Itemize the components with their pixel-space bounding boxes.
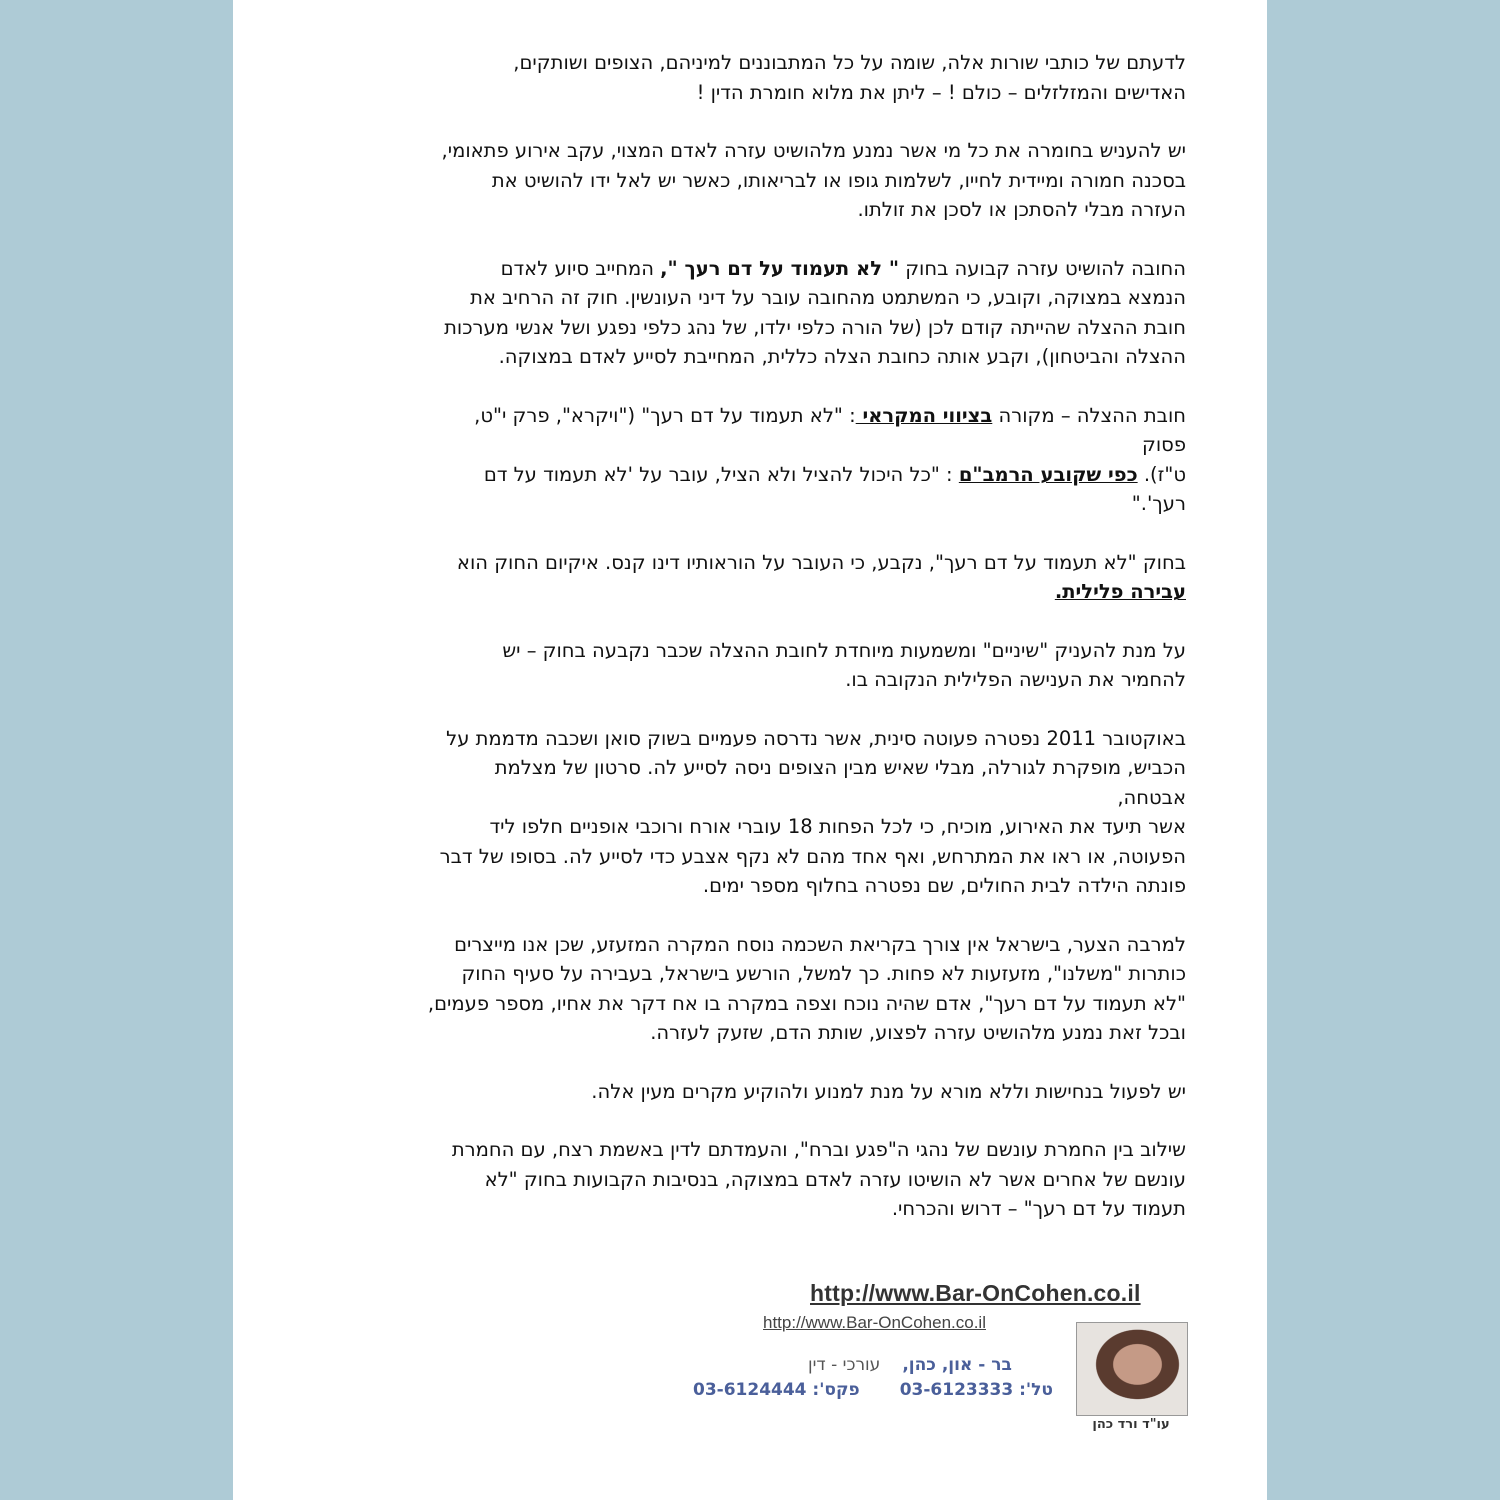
website-link-large[interactable]: http://www.Bar-OnCohen.co.il [810,1280,1141,1306]
law-name: " לא תעמוד על דם רעך ", [660,256,899,280]
paragraph-2: יש להעניש בחומרה את כל מי אשר נמנע מלהושיט עזרה לאדם המצוי, עקב אירוע פתאומי, בסכנה חמורה ומיידית לחייו, לשלמות גופו או לבריאותו, כאשר יש לאל ידו להושיט את העזרה מבלי להסתכן או לסכן את זולתו. [441,139,1186,221]
photo-caption: עו"ד ורד כהן [1092,1417,1170,1432]
paragraph-5: בחוק "לא תעמוד על דם רעך", נקבע, כי העובר על הוראותיו דינו קנס. איקיום החוק הוא עבירה פלילית. [456,550,1186,603]
lawyer-photo [1076,1322,1188,1416]
website-link-small[interactable]: http://www.Bar-OnCohen.co.il [763,1313,986,1332]
firm-name-line [808,1355,1012,1375]
paragraph-10: שילוב בין החמרת עונשם של נהגי ה"פגע וברח", והעמדתם לדין באשמת רצח, עם החמרת עונשם של אחרים אשר לא הושיטו עזרה לאדם במצוקה, בנסיבות הקבועות בחוק "לא תעמוד על דם רעך" – דרוש והכרחי. [451,1138,1186,1220]
paragraph-3: החובה להושיט עזרה קבועה בחוק " לא תעמוד על דם רעך ", המחייב סיוע לאדם הנמצא במצוקה, וקובע, כי המשתמט מהחובה עובר על דיני העונשין. חוק זה הרחיב את חובת ההצלה שהייתה קודם לכן (של הורה כלפי ילדו, של נהג כלפי נפגע ושל אנשי מערכות ההצלה והביטחון), וקבע אותה כחובת הצלה כללית, המחייבת לסייע לאדם במצוקה. [444,256,1186,368]
article-body [333,48,1186,1224]
firm-role: עורכי - דין [808,1355,881,1375]
paragraph-7: באוקטובר 2011 נפטרה פעוטה סינית, אשר נדרסה פעמיים בשוק סואן ושכבה מדממת על הכביש, מופקרת לגורלה, מבלי שאיש מבין הצופים ניסה לסייע לה. סרטון של מצלמת אבטחה, אשר תיעד את האירוע, מוכיח, כי לכל הפחות 18 עוברי אורח ורוכבי אופניים חלפו ליד הפעוטה, או ראו את המתרחש, ואף אחד מהם לא נקף אצבע כדי לסייע לה. בסופו של דבר פונתה הילדה לבית החולים, שם נפטרה בחלוף מספר ימים. [439,726,1186,897]
document-page [233,0,1267,1500]
rambam-source: כפי שקובע הרמב"ם [958,462,1138,486]
paragraph-1: לדעתם של כותבי שורות אלה, שומה על כל המתבוננים למיניהם, הצופים ושותקים, האדישים והמזלזלים – כולם ! – ליתן את מלוא חומרת הדין ! [513,51,1186,104]
paragraph-4: חובת ההצלה – מקורה בציווי המקראי : "לא תעמוד על דם רעך" ("ויקרא", פרק י"ט, פסוק ט"ז). כפי שקובע הרמב"ם : "כל היכול להציל ולא הציל, עובר על 'לא תעמוד על דם רעך'." [474,403,1186,515]
fax-number: פקס': 03-6124444 [693,1380,860,1400]
firm-name: בר - און, כהן, [902,1355,1012,1375]
biblical-source: בציווי המקראי [855,403,993,427]
paragraph-6: על מנת להעניק "שיניים" ומשמעות מיוחדת לחובת ההצלה שכבר נקבעה בחוק – יש להחמיר את הענישה הפלילית הנקובה בו. [502,638,1186,691]
phone-number: טל': 03-6123333 [899,1380,1053,1400]
paragraph-8: למרבה הצער, בישראל אין צורך בקריאת השכמה נוסח המקרה המזעזע, שכן אנו מייצרים כותרות "משלנו", מזעזעות לא פחות. כך למשל, הורשע בישראל, בעבירה על סעיף החוק "לא תעמוד על דם רעך", אדם שהיה נוכח וצפה במקרה בו אח דקר את אחיו, מספר פעמים, ובכל זאת נמנע מלהושיט עזרה לפצוע, שותת הדם, שזעק לעזרה. [427,932,1186,1044]
paragraph-9: יש לפעול בנחישות וללא מורא על מנת למנוע ולהוקיע מקרים מעין אלה. [591,1079,1186,1103]
contact-line [693,1380,1053,1400]
criminal-offense: עבירה פלילית. [1054,580,1186,603]
